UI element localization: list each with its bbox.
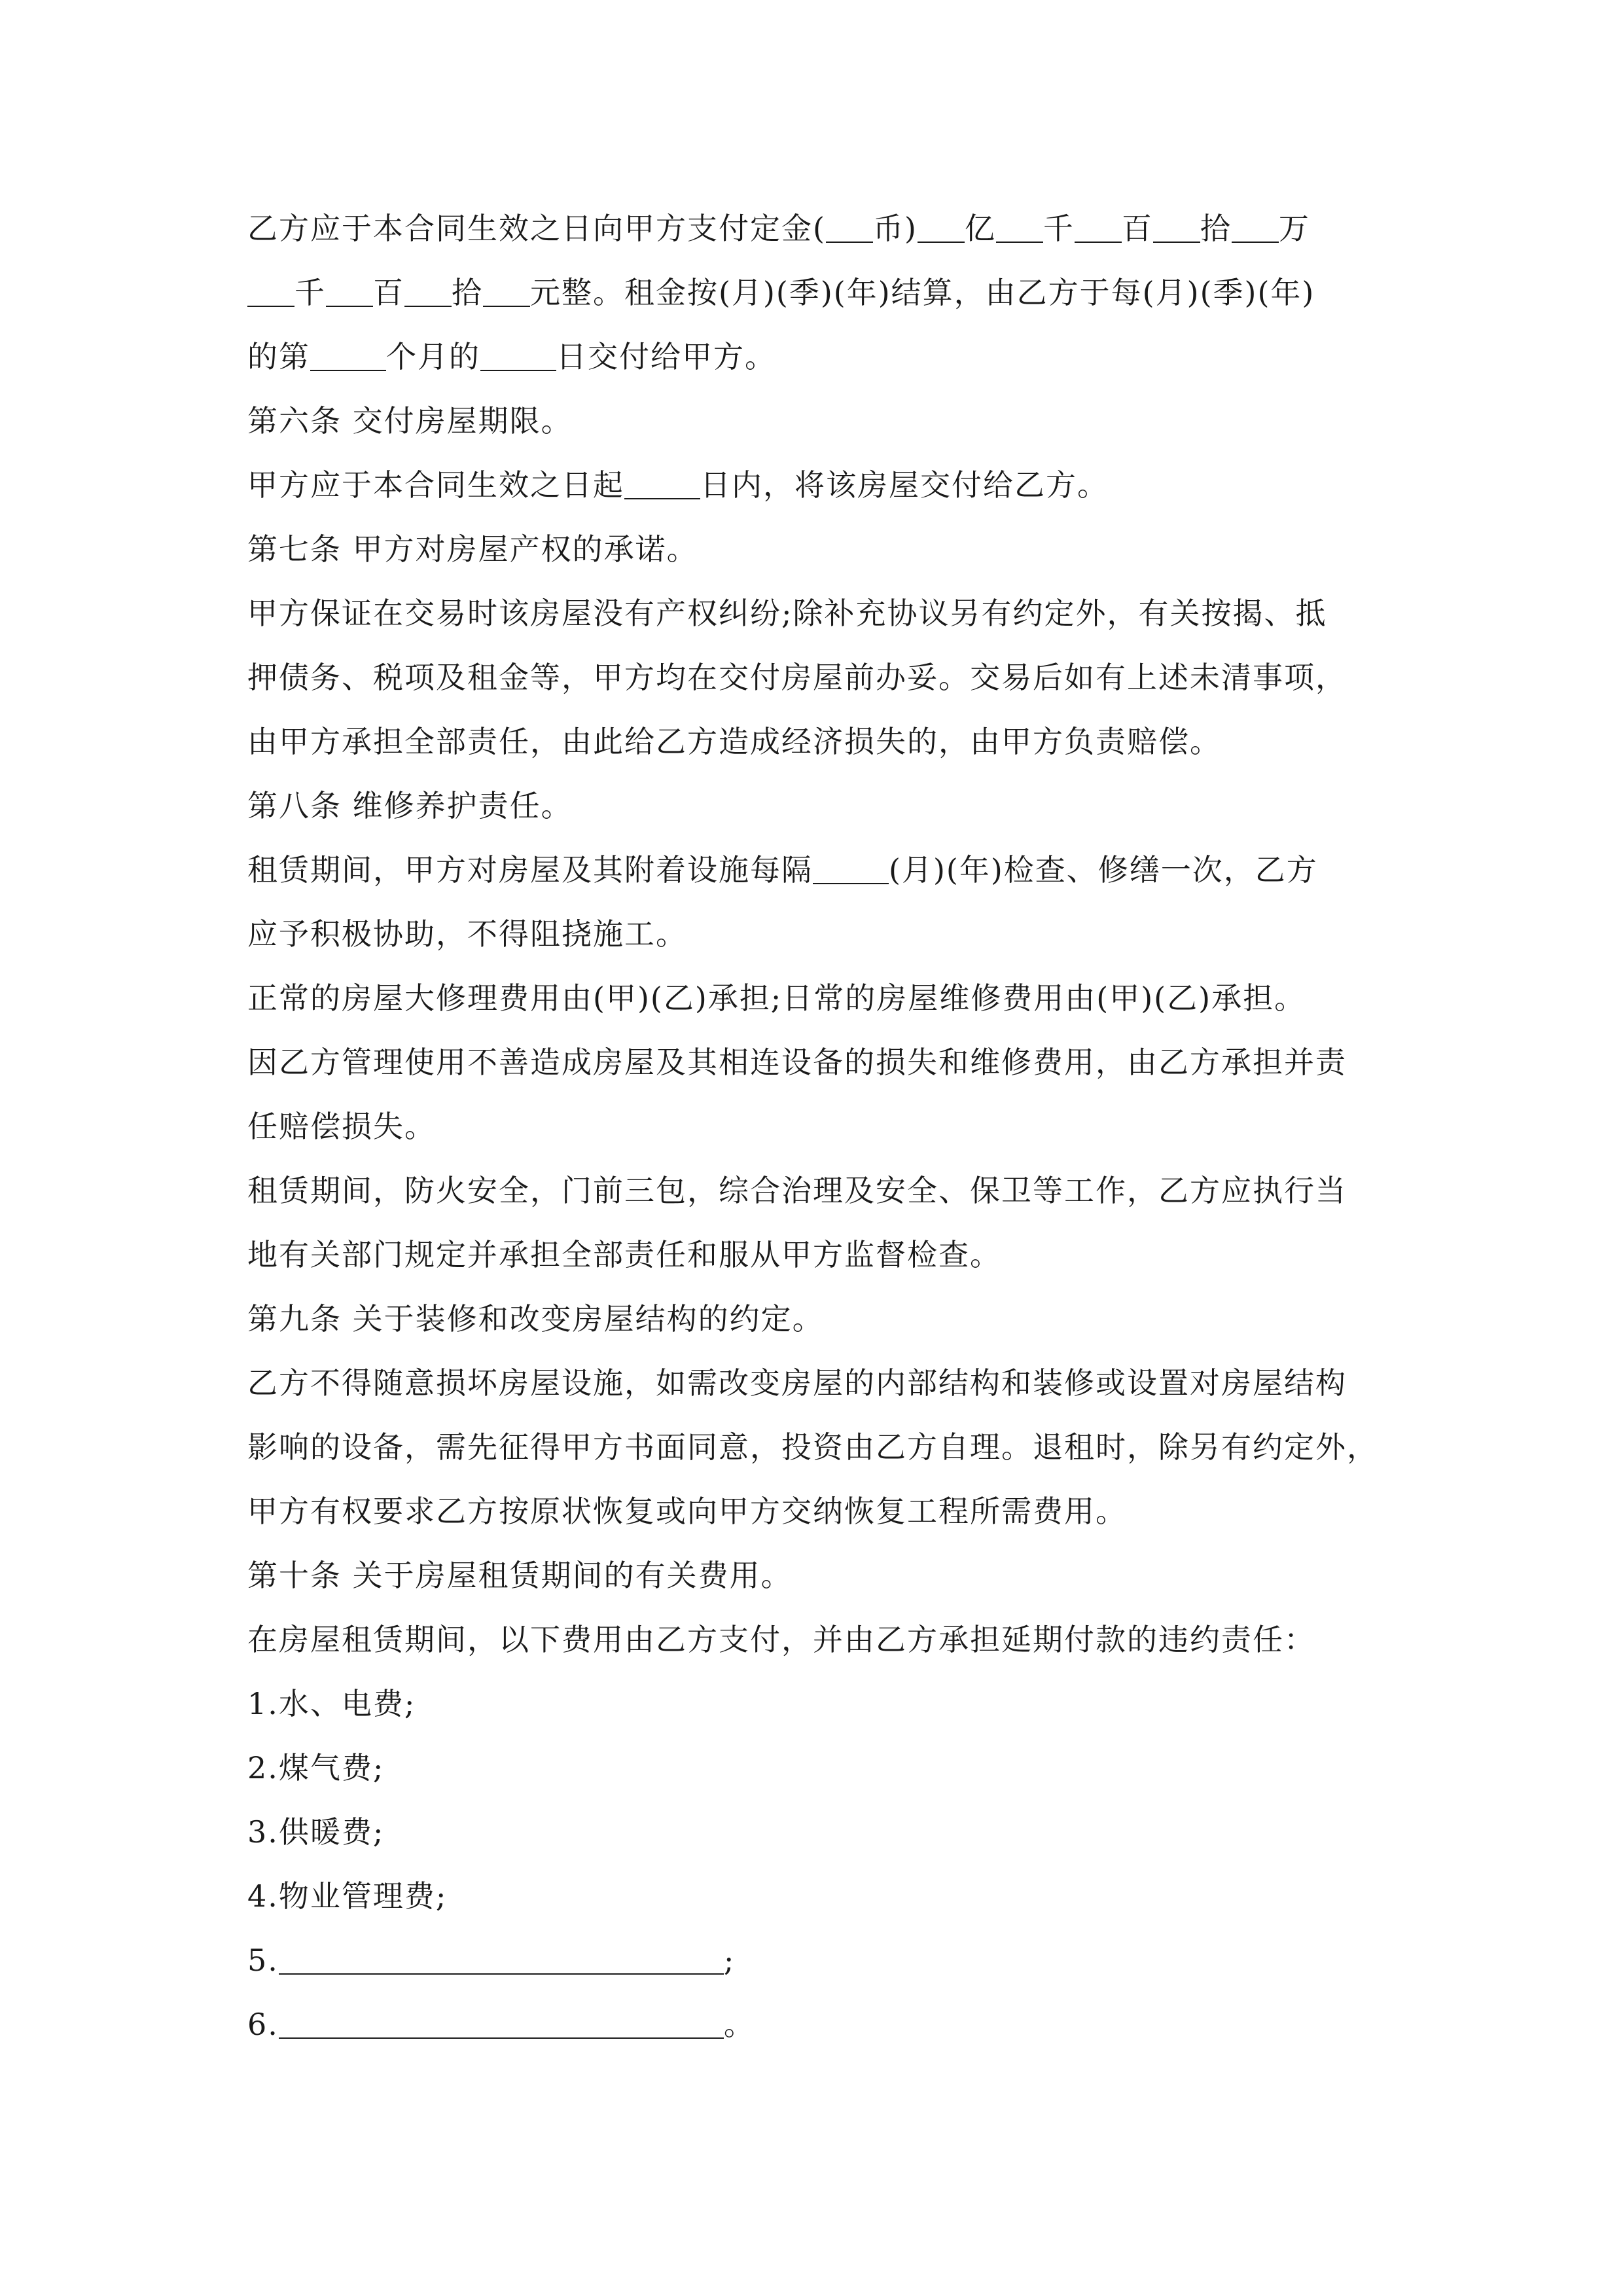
text-segment: 6. — [247, 2007, 279, 2042]
text-segment: 亿 — [964, 211, 996, 246]
text-segment: 由甲方承担全部责任，由此给乙方造成经济损失的，由甲方负责赔偿。 — [247, 724, 1221, 759]
text-line — [247, 1158, 1399, 1223]
text-segment: 3.供暖费; — [247, 1814, 385, 1850]
fill-blank — [918, 215, 965, 243]
fill-blank — [279, 2011, 724, 2039]
text-line — [247, 1479, 1399, 1543]
fill-blank — [624, 472, 700, 499]
text-segment: 任赔偿损失。 — [247, 1109, 436, 1144]
text-segment: 押债务、税项及租金等，甲方均在交付房屋前办妥。交易后如有上述未清事项， — [247, 660, 1347, 695]
text-line — [247, 902, 1399, 966]
text-line — [247, 645, 1399, 709]
text-segment: 第八条 维修养护责任。 — [247, 788, 573, 823]
text-line — [247, 1351, 1399, 1415]
text-line — [247, 453, 1399, 517]
fill-blank — [1153, 215, 1200, 243]
text-segment: 百 — [373, 275, 404, 310]
text-segment: 在房屋租赁期间，以下费用由乙方支付，并由乙方承担延期付款的违约责任： — [247, 1622, 1315, 1657]
article-heading — [247, 1543, 1399, 1607]
text-line — [247, 709, 1399, 774]
text-line — [247, 966, 1399, 1030]
text-segment: 乙方应于本合同生效之日向甲方支付定金( — [247, 211, 826, 246]
text-segment: 甲方保证在交易时该房屋没有产权纠纷;除补充协议另有约定外，有关按揭、抵 — [247, 596, 1327, 631]
text-segment: 日内，将该房屋交付给乙方。 — [700, 467, 1109, 503]
fill-blank — [310, 344, 386, 371]
text-line — [247, 325, 1399, 389]
text-segment: 千 — [294, 275, 326, 310]
list-item — [247, 1672, 1399, 1736]
text-segment: 甲方有权要求乙方按原状恢复或向甲方交纳恢复工程所需费用。 — [247, 1494, 1127, 1529]
document-page — [247, 196, 1399, 2056]
text-segment: 第七条 甲方对房屋产权的承诺。 — [247, 531, 698, 567]
text-segment: 2.煤气费; — [247, 1750, 385, 1785]
text-segment: 4.物业管理费; — [247, 1878, 448, 1914]
text-segment: 地有关部门规定并承担全部责任和服从甲方监督检查。 — [247, 1237, 1001, 1272]
fill-blank — [247, 279, 294, 307]
text-line — [247, 1415, 1399, 1479]
text-line — [247, 1607, 1399, 1672]
text-line — [247, 1223, 1399, 1287]
text-segment: 第九条 关于装修和改变房屋结构的约定。 — [247, 1301, 824, 1336]
text-segment: 第十条 关于房屋租赁期间的有关费用。 — [247, 1558, 793, 1593]
text-segment: 甲方应于本合同生效之日起 — [247, 467, 624, 503]
text-segment: 租赁期间，甲方对房屋及其附着设施每隔 — [247, 852, 813, 888]
text-segment: 1.水、电费; — [247, 1686, 416, 1721]
text-segment: 万 — [1278, 211, 1310, 246]
fill-blank — [1232, 215, 1279, 243]
text-segment: 。 — [723, 2007, 755, 2042]
list-item — [247, 1800, 1399, 1864]
fill-blank — [483, 279, 530, 307]
list-item — [247, 1992, 1399, 2056]
fill-blank — [404, 279, 452, 307]
article-heading — [247, 389, 1399, 453]
article-heading — [247, 517, 1399, 581]
text-line — [247, 581, 1399, 645]
text-line — [247, 260, 1399, 325]
text-segment: 5. — [247, 1943, 279, 1978]
text-segment: 百 — [1121, 211, 1153, 246]
text-line — [247, 1094, 1399, 1158]
text-segment: 的第 — [247, 339, 310, 374]
fill-blank — [480, 344, 556, 371]
text-line — [247, 1030, 1399, 1094]
list-item — [247, 1864, 1399, 1928]
fill-blank — [279, 1947, 724, 1975]
text-line — [247, 196, 1399, 260]
text-segment: 租赁期间，防火安全，门前三包，综合治理及安全、保卫等工作，乙方应执行当 — [247, 1173, 1347, 1208]
fill-blank — [1075, 215, 1122, 243]
text-segment: 千 — [1043, 211, 1075, 246]
article-heading — [247, 1287, 1399, 1351]
text-segment: 乙方不得随意损坏房屋设施，如需改变房屋的内部结构和装修或设置对房屋结构 — [247, 1365, 1347, 1401]
fill-blank — [326, 279, 373, 307]
text-segment: ; — [723, 1943, 736, 1978]
text-line — [247, 838, 1399, 902]
text-segment: 第六条 交付房屋期限。 — [247, 403, 573, 439]
text-segment: 拾 — [452, 275, 483, 310]
list-item — [247, 1928, 1399, 1992]
text-segment: 币) — [872, 211, 918, 246]
text-segment: 应予积极协助，不得阻挠施工。 — [247, 916, 687, 952]
text-segment: 日交付给甲方。 — [556, 339, 776, 374]
fill-blank — [996, 215, 1043, 243]
text-segment: 拾 — [1200, 211, 1232, 246]
article-heading — [247, 774, 1399, 838]
text-segment: 因乙方管理使用不善造成房屋及其相连设备的损失和维修费用，由乙方承担并责 — [247, 1045, 1347, 1080]
fill-blank — [813, 857, 889, 884]
text-segment: (月)(年)检查、修缮一次，乙方 — [889, 852, 1318, 888]
text-segment: 个月的 — [386, 339, 480, 374]
text-segment: 正常的房屋大修理费用由(甲)(乙)承担;日常的房屋维修费用由(甲)(乙)承担。 — [247, 980, 1306, 1016]
text-segment: 影响的设备，需先征得甲方书面同意，投资由乙方自理。退租时，除另有约定外， — [247, 1429, 1378, 1465]
list-item — [247, 1736, 1399, 1800]
text-segment: 元整。租金按(月)(季)(年)结算，由乙方于每(月)(季)(年) — [530, 275, 1315, 310]
fill-blank — [826, 215, 873, 243]
